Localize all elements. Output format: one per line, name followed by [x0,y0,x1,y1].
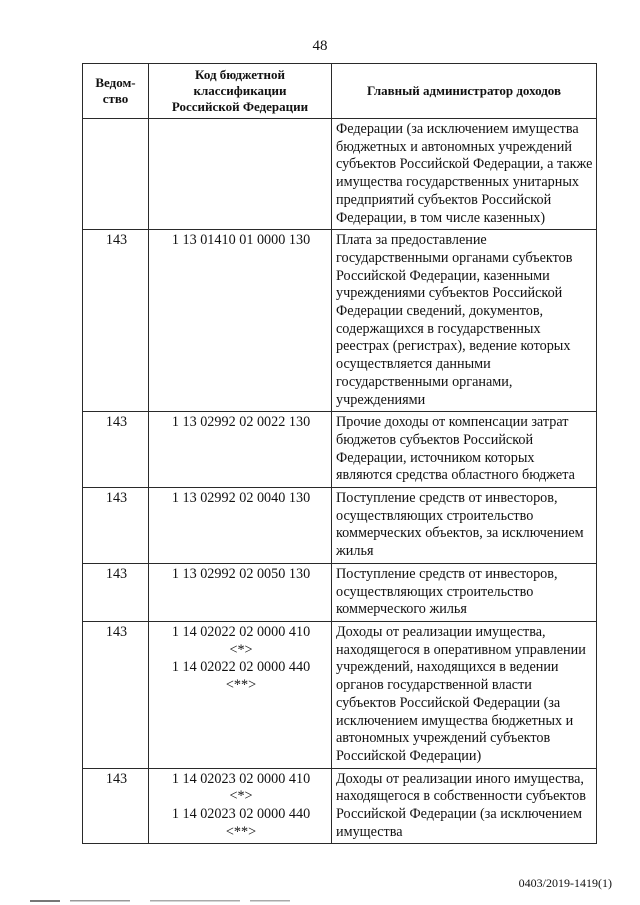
budget-code-line: 1 13 02992 02 0040 130 [171,490,311,507]
table-row [83,563,597,621]
budget-code-line: <**> [225,823,257,840]
budget-classification-table [82,63,597,844]
budget-code-line: <*> [229,641,253,658]
revenue-administrator-cell: Плата за предоставление государственными органами субъектов Российской Федерации, казенными учреждениями субъектов Российской Федерации сведений, документов, содержащихся в государственных реестрах (регистрах), ведение которых осуществляется данными государственными органами, учреждениями [332,230,597,412]
budget-code-cell [149,488,332,564]
budget-code-line: 1 13 02992 02 0050 130 [171,565,311,582]
budget-code-line: <*> [229,788,253,805]
table-header-row [83,64,597,119]
table-row [83,621,597,768]
budget-code-line: 1 14 02023 02 0000 410 [171,770,311,787]
department-cell: 143 [83,563,149,621]
budget-code-line: 1 13 01410 01 0000 130 [171,232,311,249]
revenue-administrator-cell: Прочие доходы от компенсации затрат бюджетов субъектов Российской Федерации, источником которых являются средства областного бюджета [332,412,597,488]
revenue-administrator-cell: Поступление средств от инвесторов, осуществляющих строительство коммерческого жилья [332,563,597,621]
department-cell: 143 [83,768,149,844]
table-row [83,412,597,488]
department-cell: 143 [83,412,149,488]
budget-code-cell [149,768,332,844]
department-cell: 143 [83,488,149,564]
table-row [83,488,597,564]
table-row [83,230,597,412]
budget-code-cell [149,230,332,412]
revenue-administrator-cell: Доходы от реализации иного имущества, находящегося в собственности субъектов Российской Федерации (за исключением имущества [332,768,597,844]
document-id: 0403/2019-1419(1) [518,876,612,890]
header-budget-code: Код бюджетной классификации Российской Федерации [149,64,332,119]
budget-code-line: 1 14 02023 02 0000 440 [171,806,311,823]
revenue-administrator-cell: Федерации (за исключением имущества бюджетных и автономных учреждений субъектов Российской Федерации, а также имущества государственных унитарных предприятий субъектов Российской Федерации, в том числе казенных) [332,119,597,230]
table-row [83,768,597,844]
revenue-administrator-cell: Доходы от реализации имущества, находящегося в оперативном управлении учреждений, находящихся в ведении органов государственной власти субъектов Российской Федерации (за исключением имущества бюджетных и автономных учреждений субъектов Российской Федерации) [332,621,597,768]
budget-code-cell [149,412,332,488]
scan-edge-marks [0,898,640,904]
table-row [83,119,597,230]
budget-code-line: <**> [225,677,257,694]
page-number: 48 [312,38,328,54]
budget-code-cell [149,621,332,768]
department-cell [83,119,149,230]
budget-code-line: 1 14 02022 02 0000 410 [171,623,311,640]
budget-code-cell [149,563,332,621]
header-revenue-administrator: Главный администратор доходов [332,64,597,119]
revenue-administrator-cell: Поступление средств от инвесторов, осуществляющих строительство коммерческих объектов, за исключением жилья [332,488,597,564]
budget-code-line: 1 13 02992 02 0022 130 [171,414,311,431]
header-department: Ведом- ство [83,64,149,119]
budget-code-cell [149,119,332,230]
budget-code-line: 1 14 02022 02 0000 440 [171,659,311,676]
department-cell: 143 [83,621,149,768]
department-cell: 143 [83,230,149,412]
